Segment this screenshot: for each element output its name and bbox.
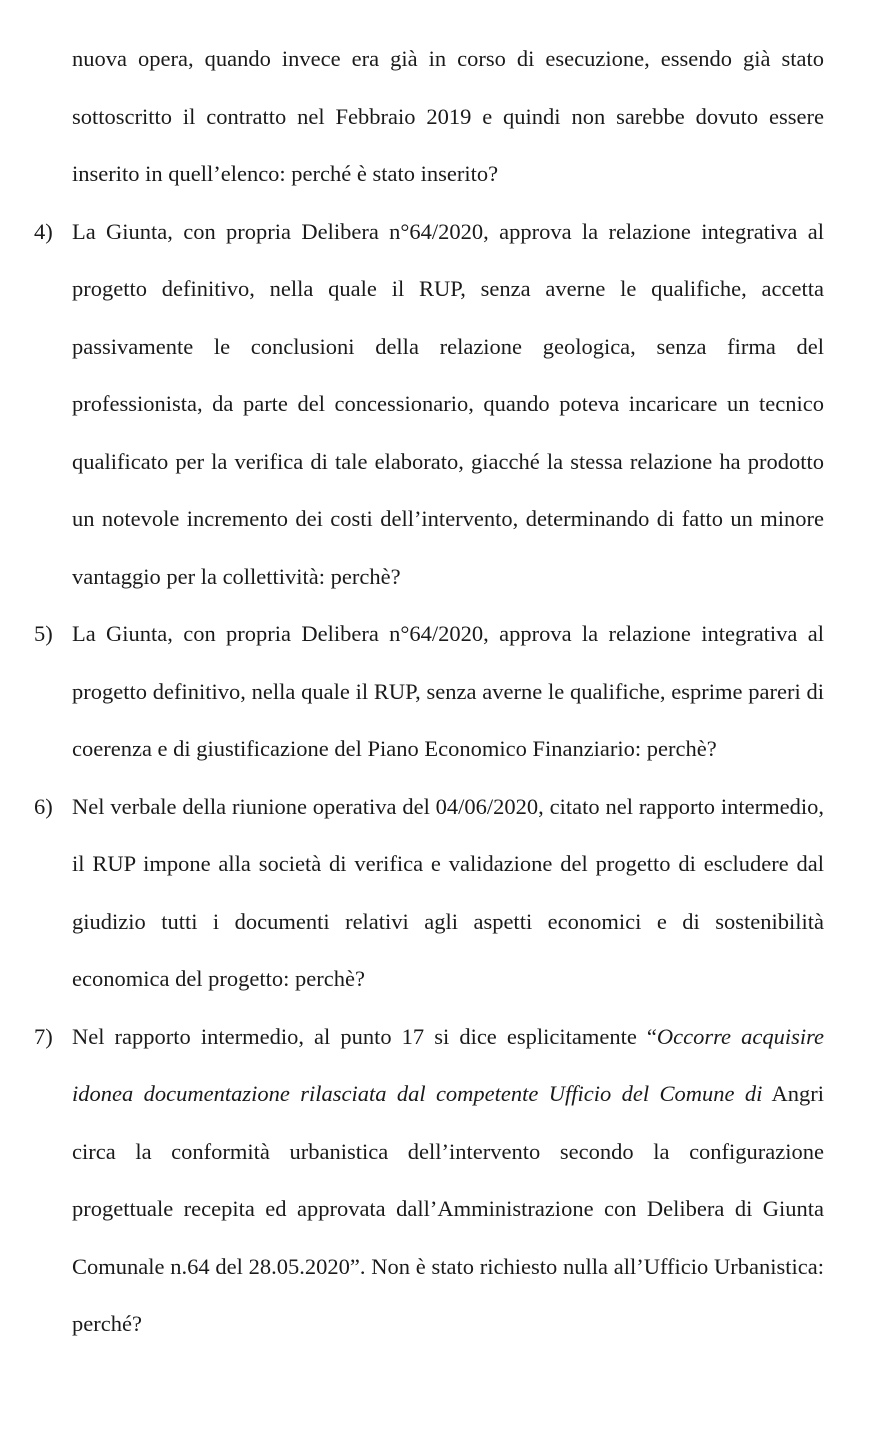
list-item-5 (34, 605, 824, 778)
item-text-after: Angri circa la conformità urbanistica dell’intervento secondo la configurazione progettuale recepita ed approvata dall’Amministrazione con Delibera di Giunta Comunale n.64 del 28.05.2020”. Non è stato richiesto nulla all’Ufficio Urbanistica: perché? (72, 1081, 824, 1336)
item-text-before: Nel rapporto intermedio, al punto 17 si dice esplicitamente “ (72, 1023, 657, 1049)
document-body (34, 30, 824, 1353)
item-text-italic-quote: Occorre acquisire idonea documentazione rilasciata dal competente Ufficio del Comune di (72, 1023, 824, 1106)
item-number: 4) (34, 218, 53, 244)
item-text: La Giunta, con propria Delibera n°64/2020, approva la relazione integrativa al progetto definitivo, nella quale il RUP, senza averne le qualifiche, accetta passivamente le conclusioni della relazione geologica, senza firma del professionista, da parte del concessionario, quando poteva incaricare un tecnico qualificato per la verifica di tale elaborato, giacché la stessa relazione ha prodotto un notevole incremento dei costi dell’intervento, determinando di fatto un minore vantaggio per la collettività: perchè? (72, 218, 824, 589)
item-number: 7) (34, 1023, 53, 1049)
list-item-4 (34, 203, 824, 606)
list-item-7 (34, 1008, 824, 1353)
item-number: 5) (34, 621, 53, 646)
list-item-6 (34, 778, 824, 1008)
continuation-paragraph: nuova opera, quando invece era già in corso di esecuzione, essendo già stato sottoscritto il contratto nel Febbraio 2019 e quindi non sarebbe dovuto essere inserito in quell’elenco: perché è stato inserito? (72, 46, 824, 186)
item-text: Nel verbale della riunione operativa del 04/06/2020, citato nel rapporto intermedio, il RUP impone alla società di verifica e validazione del progetto di escludere dal giudizio tutti i documenti relativi agli aspetti economici e di sostenibilità economica del progetto: perchè? (72, 793, 824, 991)
item-text (72, 1008, 824, 1353)
item-text: La Giunta, con propria Delibera n°64/2020, approva la relazione integrativa al progetto definitivo, nella quale il RUP, senza averne le qualifiche, esprime pareri di coerenza e di giustificazione del Piano Economico Finanziario: perchè? (72, 621, 824, 761)
item-number: 6) (34, 793, 53, 819)
